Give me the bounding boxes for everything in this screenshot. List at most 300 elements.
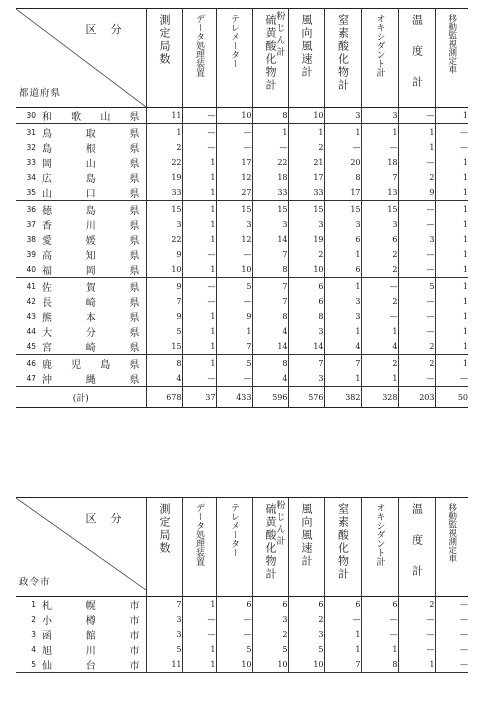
name-char: 館 [85,631,96,642]
cell-value: — [398,155,435,170]
name-char: 山 [85,159,96,170]
row-number: 36 [26,205,36,214]
cell-value: 9 [146,247,182,262]
name-char: 佐 [42,283,52,294]
cell-value: 3 [324,309,361,324]
cell-value: — [361,140,398,155]
cell-value: 9 [216,309,252,324]
name-char: 県 [129,360,140,371]
cell-value: — [398,294,435,309]
cell-value: 22 [146,232,182,247]
name-char: 市 [129,646,140,657]
col-header-data-processor-2: データ処理装置 [182,498,216,597]
cell-value: 1 [398,657,435,673]
cell-value: 1 [361,371,398,387]
row-name [36,324,146,339]
corner-label-kubun-2: 区分 [85,512,136,525]
name-char: 島 [85,206,96,217]
name-char: 県 [129,298,140,309]
row-number: 35 [16,185,36,201]
row-number: 37 [26,220,36,229]
table-row [16,124,468,141]
cell-value: 8 [252,355,288,372]
cell-value: 9 [398,185,435,201]
cell-value: — [435,597,468,613]
cell-value: — [398,108,435,124]
cell-value: 1 [435,339,468,355]
cell-value: 22 [252,155,288,170]
total-value: 596 [252,387,288,408]
cell-value: — [216,247,252,262]
cell-value: — [216,371,252,387]
cell-value: 8 [252,309,288,324]
col-header-stations: 測定局数 [146,9,182,108]
total-value: 328 [361,387,398,408]
col-header-wind: 風向風速計 [288,9,324,108]
name-char: 宮 [42,343,52,354]
cell-value: 1 [324,371,361,387]
cell-value: 5 [216,355,252,372]
cell-value: 33 [146,185,182,201]
cell-value: — [361,278,398,295]
cell-value: 10 [288,262,324,278]
cell-value: 6 [324,597,361,613]
cell-value: 1 [324,627,361,642]
name-char: 長 [42,298,52,309]
total-value: 433 [216,387,252,408]
name-char: 小 [42,616,52,627]
cell-value: 14 [252,232,288,247]
row-name [36,597,146,613]
cell-value: 2 [146,140,182,155]
cell-value: — [398,309,435,324]
cell-value: 6 [252,597,288,613]
cell-value: 8 [361,657,398,673]
cell-value: — [182,278,216,295]
name-char: 福 [42,266,52,277]
cell-value: 7 [324,355,361,372]
cell-value: 3 [146,612,182,627]
cell-value: 7 [288,355,324,372]
name-char: 川 [85,221,96,232]
cell-value: 1 [324,642,361,657]
name-char: 県 [129,221,140,232]
cell-value: 7 [252,278,288,295]
cell-value: — [182,627,216,642]
cell-value: 10 [288,657,324,673]
name-char: 岡 [42,159,52,170]
row-name [36,170,146,185]
total-row [16,387,468,408]
col-header-nitrogen-oxide: 窒素酸化物計 [324,9,361,108]
cell-value: 8 [252,108,288,124]
cell-value: 27 [216,185,252,201]
cell-value: — [324,140,361,155]
cell-value: 5 [146,324,182,339]
table-row [16,339,468,355]
cell-value: — [398,262,435,278]
cell-value: 8 [324,170,361,185]
cell-value: 1 [361,324,398,339]
cell-value: 33 [252,185,288,201]
cell-value: 5 [216,278,252,295]
name-char: 市 [129,661,140,672]
cell-value: 1 [182,185,216,201]
cell-value: — [435,612,468,627]
name-char: 崎 [85,343,96,354]
cell-value: 1 [182,170,216,185]
cell-value: 5 [216,642,252,657]
cell-value: — [324,612,361,627]
cell-value: 15 [252,201,288,218]
cell-value: — [435,140,468,155]
cell-value: — [216,294,252,309]
row-number: 31 [26,128,36,137]
cell-value: 1 [398,124,435,141]
col-header-sulfur-oxide: 硫黄酸化物計 粉じん計 [252,9,288,108]
cell-value: 1 [435,294,468,309]
name-char: 市 [129,601,140,612]
cell-value: 6 [324,232,361,247]
cell-value: 6 [288,597,324,613]
cell-value: 7 [324,657,361,673]
cell-value: 6 [288,278,324,295]
cell-value: — [182,247,216,262]
cell-value: — [398,371,435,387]
cell-value: 7 [361,170,398,185]
row-name [36,217,146,232]
cell-value: 1 [288,124,324,141]
cell-value: 18 [361,155,398,170]
cell-value: 5 [288,642,324,657]
name-char: 市 [129,631,140,642]
row-name [36,309,146,324]
cell-value: 5 [146,642,182,657]
cell-value: 1 [182,262,216,278]
prefecture-table-body [16,108,468,408]
col-header-oxidant: オキシダント計 [361,9,398,108]
cell-value: 1 [361,642,398,657]
row-name [36,612,146,627]
cell-value: 15 [361,201,398,218]
col-header-mobile-car-2: 移動監視測定車 [435,498,468,597]
name-char: 県 [129,251,140,262]
table-row [16,108,468,124]
cell-value: 2 [361,355,398,372]
name-char: 島 [85,174,96,185]
cell-value: 11 [146,108,182,124]
name-char: 鹿 [42,360,52,371]
table-row [16,355,468,372]
row-name [36,642,146,657]
row-name [36,262,146,278]
cell-value: — [182,371,216,387]
cell-value: 10 [146,262,182,278]
cell-value: 1 [435,170,468,185]
cell-value: — [398,201,435,218]
header-corner-2 [16,498,146,597]
cell-value: 3 [324,108,361,124]
name-char: 島 [42,144,52,155]
name-char: 本 [85,313,96,324]
cell-value: 1 [182,324,216,339]
row-name [36,247,146,262]
name-char: 島 [100,360,111,371]
cell-value: 1 [182,155,216,170]
table-row [16,140,468,155]
cell-value: 15 [146,339,182,355]
name-char: 崎 [85,298,96,309]
name-char: 縄 [85,375,96,386]
col-header-sulfur-oxide-2: 硫黄酸化物計 粉じん計 [252,498,288,597]
cell-value: 10 [216,262,252,278]
row-name [36,201,146,218]
row-name [36,371,146,387]
cell-value: 1 [435,247,468,262]
name-char: 鳥 [42,129,52,140]
row-name [36,278,146,295]
cell-value: 2 [288,612,324,627]
cell-value: 7 [216,339,252,355]
name-char: 県 [129,174,140,185]
row-name [36,140,146,155]
cell-value: 2 [252,627,288,642]
cell-value: 3 [324,217,361,232]
cell-value: 15 [216,201,252,218]
table-row [16,642,468,657]
name-char: 台 [85,661,96,672]
name-char: 媛 [85,236,96,247]
cell-value: 17 [324,185,361,201]
total-value: 382 [324,387,361,408]
name-char: 分 [85,328,96,339]
name-char: 県 [129,266,140,277]
col-header-oxidant-2: オキシダント計 [361,498,398,597]
name-char: 県 [129,159,140,170]
name-char: 県 [129,375,140,386]
cell-value: 9 [146,309,182,324]
cell-value: 22 [146,155,182,170]
col-header-stations-2: 測定局数 [146,498,182,597]
table-row [16,170,468,185]
cell-value: 15 [288,201,324,218]
cell-value: 1 [435,185,468,201]
total-value: 37 [182,387,216,408]
cell-value: 3 [146,217,182,232]
col-header-dust-inset-2: 粉じん計 [274,500,285,548]
cell-value: 14 [288,339,324,355]
name-char: 賀 [85,283,96,294]
cell-value: 6 [324,262,361,278]
cell-value: 2 [288,247,324,262]
cell-value: 10 [216,108,252,124]
table-row [16,597,468,613]
cell-value: 3 [146,627,182,642]
row-number: 39 [26,250,36,259]
cell-value: 8 [146,355,182,372]
cell-value: 2 [288,140,324,155]
cell-value: — [435,371,468,387]
name-char: 香 [42,221,52,232]
col-header-wind-2: 風向風速計 [288,498,324,597]
table-row [16,262,468,278]
name-char: 県 [129,112,140,123]
cell-value: 1 [324,324,361,339]
col-header-data-processor: データ処理装置 [182,9,216,108]
cell-value: 1 [216,324,252,339]
name-char: 徳 [42,206,52,217]
cell-value: — [398,247,435,262]
table-row [16,294,468,309]
name-char: 山 [42,189,52,200]
cell-value: 3 [361,217,398,232]
name-char: 札 [42,601,52,612]
name-char: 熊 [42,313,52,324]
cell-value: 2 [398,339,435,355]
cell-value: 3 [288,324,324,339]
cell-value: — [398,642,435,657]
cell-value: 1 [435,309,468,324]
total-value: 203 [398,387,435,408]
row-number: 44 [26,327,36,336]
row-name [36,627,146,642]
name-char: 知 [85,251,96,262]
name-char: 県 [129,144,140,155]
cell-value: 1 [146,124,182,141]
corner-label-prefecture: 都道府県 [19,88,62,99]
cell-value: 1 [182,309,216,324]
cell-value: 1 [398,140,435,155]
name-char: 県 [129,313,140,324]
row-number: 42 [26,297,36,306]
cell-value: 3 [288,627,324,642]
cell-value: 2 [398,355,435,372]
cell-value: 6 [361,232,398,247]
row-number: 43 [26,312,36,321]
cell-value: 1 [435,108,468,124]
cell-value: 1 [435,201,468,218]
name-char: 高 [42,251,52,262]
col-header-mobile-car: 移動監視測定車 [435,9,468,108]
row-name [36,185,146,201]
cell-value: 5 [398,278,435,295]
col-header-nitrogen-oxide-2: 窒素酸化物計 [324,498,361,597]
row-number: 2 [31,615,36,624]
row-number: 34 [26,173,36,182]
row-number: 45 [16,339,36,355]
row-number: 30 [16,108,36,124]
cell-value: 11 [146,657,182,673]
cell-value: 7 [146,294,182,309]
name-char: 仙 [42,661,52,672]
cell-value: 1 [182,597,216,613]
table-row [16,657,468,673]
cell-value: 7 [252,294,288,309]
col-header-temperature-2: 温度計 [398,498,435,597]
cell-value: 3 [361,108,398,124]
row-name [36,339,146,355]
cell-value: 10 [288,108,324,124]
row-number: 40 [16,262,36,278]
row-number: 33 [26,158,36,167]
total-value: 50 [435,387,468,408]
row-number: 32 [26,143,36,152]
cell-value: 3 [252,612,288,627]
cell-value: 17 [288,170,324,185]
row-number: 5 [16,657,36,673]
name-char: 旭 [42,646,52,657]
cell-value: 3 [288,217,324,232]
name-char: 口 [85,189,96,200]
name-char: 根 [85,144,96,155]
cell-value: 9 [146,278,182,295]
name-char: 函 [42,631,52,642]
cell-value: — [435,657,468,673]
col-header-temperature: 温度計 [398,9,435,108]
cell-value: 3 [288,371,324,387]
cell-value: 3 [216,217,252,232]
name-char: 歌 [71,112,82,123]
name-char: 市 [129,616,140,627]
cell-value: 1 [182,201,216,218]
cell-value: — [216,612,252,627]
row-name [36,155,146,170]
cell-value: 3 [324,294,361,309]
cell-value: 18 [252,170,288,185]
cell-value: 8 [288,309,324,324]
cell-value: — [216,140,252,155]
table-row [16,309,468,324]
col-header-dust-inset: 粉じん計 [274,11,285,59]
name-char: 樽 [85,616,96,627]
row-number: 3 [31,630,36,639]
table-row [16,217,468,232]
cell-value: 6 [361,597,398,613]
table-row [16,155,468,170]
cell-value: — [182,108,216,124]
cell-value: 1 [182,217,216,232]
cell-value: 3 [252,217,288,232]
cell-value: 17 [216,155,252,170]
cell-value: 1 [324,247,361,262]
name-char: 大 [42,328,52,339]
cell-value: 6 [216,597,252,613]
name-char: 県 [129,206,140,217]
cell-value: 1 [252,124,288,141]
cell-value: — [435,124,468,141]
name-char: 幌 [85,601,96,612]
total-value: 678 [146,387,182,408]
total-value: 576 [288,387,324,408]
table-row [16,324,468,339]
col-header-telemeter-2: テレメーター [216,498,252,597]
cell-value: — [216,124,252,141]
row-name [36,657,146,673]
cell-value: — [435,642,468,657]
cell-value: 33 [288,185,324,201]
table-row [16,612,468,627]
cell-value: 1 [435,355,468,372]
name-char: 県 [129,189,140,200]
cell-value: 1 [182,232,216,247]
cell-value: — [252,140,288,155]
name-char: 川 [85,646,96,657]
cell-value: 20 [324,155,361,170]
cell-value: 1 [324,124,361,141]
name-char: 児 [71,360,82,371]
city-table-body [16,597,468,673]
row-number: 4 [31,645,36,654]
